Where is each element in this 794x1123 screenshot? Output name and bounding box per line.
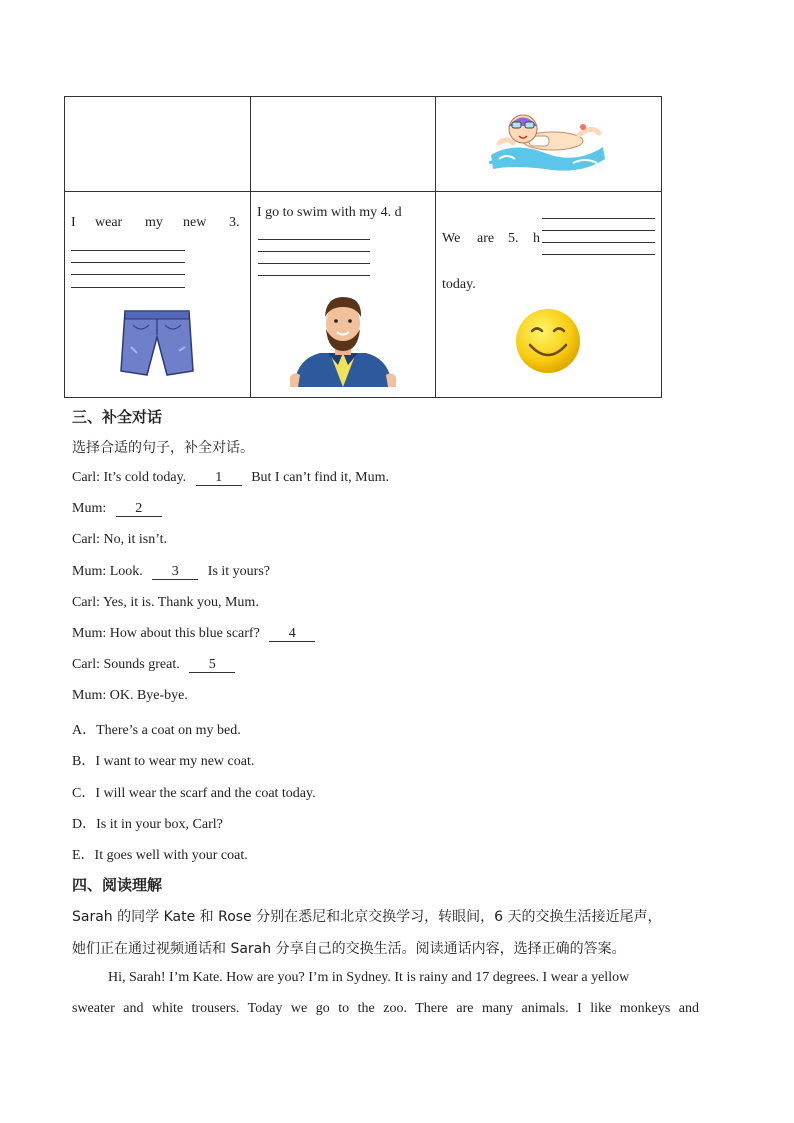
table-divider (65, 191, 661, 192)
answer-blank: 4 (269, 626, 315, 642)
question-number: 5. (508, 231, 519, 246)
answer-line (71, 287, 185, 288)
answer-line (542, 230, 655, 231)
answer-line (542, 218, 655, 219)
dialogue-text: Carl: No, it isn’t. (72, 532, 168, 547)
cell-word: We (442, 231, 461, 246)
cell-sentence: I go to swim with my 4. d (257, 205, 402, 220)
section-heading: 三、补全对话 (72, 408, 163, 426)
answer-line (71, 250, 185, 251)
answer-line (71, 262, 185, 263)
dialogue-text: Mum: Look. (72, 564, 143, 579)
question-number: 3. (229, 215, 240, 230)
dialogue-line (72, 595, 259, 611)
picture-table (64, 96, 662, 398)
intro-text: 她们正在通过视频通话和 Sarah 分享自己的交换生活。阅读通话内容，选择正确的答案。 (72, 941, 626, 957)
answer-blank: 1 (196, 470, 242, 486)
answer-blank: 3 (152, 564, 198, 580)
smiling-man-icon (290, 295, 396, 387)
section-heading: 四、阅读理解 (72, 876, 163, 894)
dialogue-text: Mum: OK. Bye-bye. (72, 688, 188, 703)
answer-line (542, 242, 655, 243)
dialogue-line (72, 532, 167, 548)
cell-word: are (477, 231, 495, 246)
dialogue-text: But I can’t find it, Mum. (251, 470, 389, 485)
dialogue-text: Mum: (72, 501, 107, 516)
dialogue-text: Carl: It’s cold today. (72, 470, 187, 485)
dialogue-text: Carl: Sounds great. (72, 657, 180, 672)
dialogue-text: Is it yours? (207, 564, 270, 579)
cell-sentence-prefix: I (71, 215, 76, 230)
dialogue-line (72, 688, 188, 704)
dialogue-line (72, 564, 270, 580)
answer-blank: 2 (116, 501, 162, 517)
option-item: E．It goes well with your coat. (72, 848, 248, 863)
option-item: D．Is it in your box, Carl? (72, 817, 223, 832)
intro-text: Sarah 的同学 Kate 和 Rose 分别在悉尼和北京交换学习，转眼间，6 天的交换生活接近尾声， (72, 909, 662, 925)
shorts-icon (119, 307, 195, 377)
cell-word: wear (95, 215, 123, 230)
hint-letter: h (533, 231, 540, 246)
cell-word: today. (442, 277, 476, 292)
instruction-text: 选择合适的句子，补全对话。 (72, 440, 254, 456)
dialogue-line (72, 657, 241, 673)
cell-word: new (183, 215, 207, 230)
table-divider (250, 97, 251, 397)
answer-line (258, 275, 370, 276)
answer-blank: 5 (189, 657, 235, 673)
cell-word: my (145, 215, 163, 230)
answer-line (258, 239, 370, 240)
swimming-child-icon (485, 109, 610, 177)
dialogue-text: Carl: Yes, it is. Thank you, Mum. (72, 595, 259, 610)
table-divider (435, 97, 436, 397)
answer-line (542, 254, 655, 255)
option-item: B．I want to wear my new coat. (72, 754, 255, 769)
passage-line: sweater and white trousers. Today we go to the zoo. There are many animals. I like monkeys and (72, 1001, 700, 1016)
dialogue-line (72, 626, 321, 642)
dialogue-text: Mum: How about this blue scarf? (72, 626, 260, 641)
answer-line (71, 274, 185, 275)
option-item: C．I will wear the scarf and the coat today. (72, 786, 316, 801)
dialogue-line (72, 501, 168, 517)
answer-line (258, 263, 370, 264)
answer-line (258, 251, 370, 252)
passage-line: Hi, Sarah! I’m Kate. How are you? I’m in Sydney. It is rainy and 17 degrees. I wear a yellow (108, 970, 630, 985)
option-item: A．There’s a coat on my bed. (72, 723, 241, 738)
dialogue-line (72, 470, 389, 486)
smiley-face-icon (514, 307, 582, 375)
